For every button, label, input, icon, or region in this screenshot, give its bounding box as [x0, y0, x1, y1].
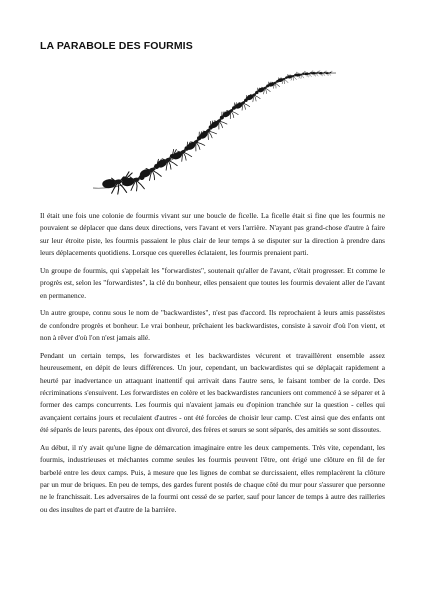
page-title: LA PARABOLE DES FOURMIS	[40, 40, 193, 52]
ant-icon	[287, 72, 299, 82]
body-text	[40, 210, 385, 521]
paragraph: Au début, il n'y avait qu'une ligne de démarcation imaginaire entre les deux campements. Très vite, cependant, les fourmis, industrieuses et méchantes comme seules les fourmis peuvent l'être, ont érigé une clôture en fil de fer barbelé entre les deux camps. Puis, à mesure que les lignes de combat se durcissaient, elles remplacèrent la clôture par un mur de briques. En peu de temps, des gardes furent postés de chaque côté du mur pour s'assurer que personne ne le franchissait. Les adversaires de la fourmi ont cessé de se parler, sauf pour lancer de temps à autre des railleries ou des insultes de part et d'autre de la barrière.	[40, 442, 385, 514]
ant-icon	[295, 71, 306, 79]
ants-on-string-illustration	[88, 64, 338, 204]
paragraph: Pendant un certain temps, les forwardistes et les backwardistes vécurent et travaillèrent ensemble assez heureusement, en dépit de leurs différences. Un jour, cependant, un backwardistes qui se déplaçait rapidement a heurté par inadvertance un attaquant inattentif qui arrivait dans l'autre sens, le faisant tomber de la corde. Des récriminations s'ensuivent. Les forwardistes en colère et les backwardistes rancuniers ont commencé à se séparer et à former des camps concurrents. Les fourmis qui n'avaient jamais eu d'opinion tranchée sur la question - celles qui avançaient certains jours et reculaient d'autres - ont été forcées de choisir leur camp. C'est ainsi que des enfants ont été séparés de leurs parents, des époux ont divorcé, des frères et sœurs se sont séparés, des amitiés se sont dissoutes.	[40, 350, 385, 434]
paragraph: Un groupe de fourmis, qui s'appelait les "forwardistes", soutenait qu'aller de l'avant, c'était progresser. Et comme le progrès est, selon les "forwardistes", la clé du bonheur, elles pensaient que toutes les fourmis devaient aller de l'avant en permanence.	[40, 265, 385, 300]
string-line	[93, 73, 336, 188]
paragraph: Il était une fois une colonie de fourmis vivant sur une boucle de ficelle. La ficelle était si fine que les fourmis ne pouvaient se déplacer que dans deux directions, vers l'avant et vers l'arrière. N'ayant pas grand-chose d'autre à faire sur leur étroite piste, les fourmis passaient le plus clair de leur temps à se disputer sur la direction à prendre dans leurs déplacements quotidiens. Lorsque ces querelles éclataient, les fourmis prenaient parti.	[40, 211, 385, 258]
paragraph: Un autre groupe, connu sous le nom de "backwardistes", n'est pas d'accord. Ils reprochaient à leurs amis passéistes de confondre progrès et bonheur. Le vrai bonheur, prêchaient les backwardistes, consiste à savoir d'où l'on vient, et non à rêver d'où l'on n'est jamais allé.	[40, 308, 385, 343]
